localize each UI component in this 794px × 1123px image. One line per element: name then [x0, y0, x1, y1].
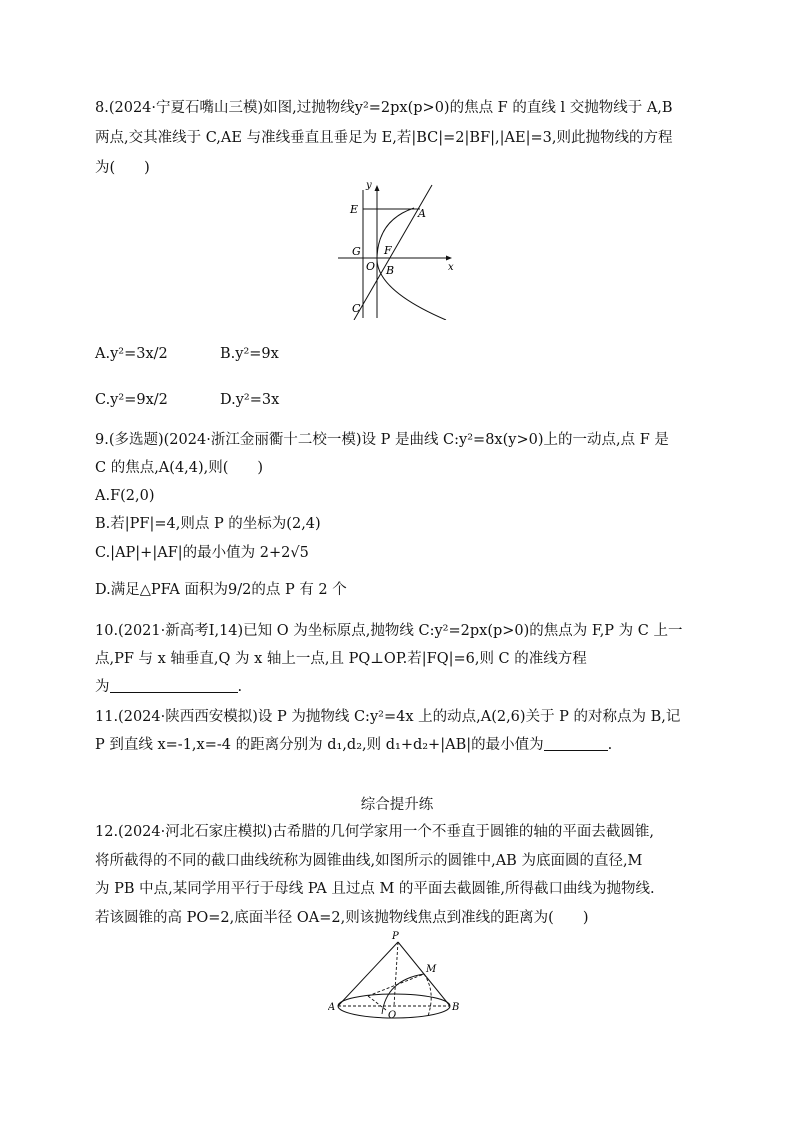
- q10-line3: [95, 677, 242, 697]
- fig12-label-b: B: [452, 1002, 460, 1013]
- q12-line4: 若该圆锥的高 PO=2,底面半径 OA=2,则该抛物线焦点到准线的距离为( ): [95, 910, 589, 926]
- fig12-label-o: O: [388, 1010, 397, 1021]
- fig12-label-p: P: [392, 931, 399, 942]
- fig8-label-f: F: [384, 244, 392, 257]
- q12-line3: 为 PB 中点,某同学用平行于母线 PA 且过点 M 的平面去截圆锥,所得截口曲线为抛物线.: [95, 881, 655, 897]
- q8-line2: 两点,交其准线于 C,AE 与准线垂直且垂足为 E,若|BC|=2|BF|,|AE|=3,则此抛物线的方程: [95, 130, 673, 146]
- q9-option-c: C.|AP|+|AF|的最小值为 2+2√5: [95, 545, 309, 561]
- q8-parabola-figure: [336, 180, 462, 320]
- fig8-label-o: O: [366, 260, 376, 273]
- q11-line1: 11.(2024·陕西西安模拟)设 P 为抛物线 C:y²=4x 上的动点,A(2,6)关于 P 的对称点为 B,记: [95, 709, 681, 725]
- section-title: 综合提升练: [360, 797, 434, 813]
- fig8-label-e: E: [350, 203, 359, 216]
- q10-line3-prefix: 为: [95, 679, 110, 695]
- q8-line1: 8.(2024·宁夏石嘴山三模)如图,过抛物线y²=2px(p>0)的焦点 F 的直线 l 交抛物线于 A,B: [95, 100, 673, 116]
- q9-option-d: D.满足△PFA 面积为9/2的点 P 有 2 个: [95, 582, 347, 598]
- q9-option-a: A.F(2,0): [95, 488, 155, 504]
- fig8-label-x: x: [448, 262, 454, 273]
- q11-line2-text: P 到直线 x=-1,x=-4 的距离分别为 d₁,d₂,则 d₁+d₂+|AB|的最小值为: [95, 737, 544, 753]
- q10-answer-blank[interactable]: [110, 678, 238, 693]
- q8-line3: 为( ): [95, 160, 150, 176]
- q8-option-c: C.y²=9x/2: [95, 392, 168, 408]
- q8-option-a: A.y²=3x/2: [95, 346, 168, 362]
- q10-line3-suffix: .: [237, 679, 243, 695]
- fig8-label-y: y: [366, 180, 372, 191]
- fig12-label-a: A: [328, 1002, 336, 1013]
- q12-line2: 将所截得的不同的截口曲线统称为圆锥曲线,如图所示的圆锥中,AB 为底面圆的直径,M: [95, 853, 643, 869]
- q9-option-b: B.若|PF|=4,则点 P 的坐标为(2,4): [95, 516, 321, 532]
- q11-line2-suffix: .: [607, 737, 613, 753]
- q10-line2: 点,PF 与 x 轴垂直,Q 为 x 轴上一点,且 PQ⊥OP.若|FQ|=6,则 C 的准线方程: [95, 651, 587, 667]
- fig8-label-g: G: [352, 245, 361, 258]
- fig12-label-m: M: [426, 964, 437, 975]
- q12-cone-figure: [328, 930, 468, 1024]
- fig8-label-a: A: [418, 207, 426, 220]
- q11-line2: [95, 735, 612, 755]
- q8-option-d: D.y²=3x: [220, 392, 280, 408]
- fig8-label-b: B: [386, 264, 395, 277]
- q11-answer-blank[interactable]: [544, 736, 608, 751]
- q8-option-b: B.y²=9x: [220, 346, 279, 362]
- q10-line1: 10.(2021·新高考Ⅰ,14)已知 O 为坐标原点,抛物线 C:y²=2px(p>0)的焦点为 F,P 为 C 上一: [95, 623, 683, 639]
- fig8-label-c: C: [352, 302, 361, 315]
- q9-line1: 9.(多选题)(2024·浙江金丽衢十二校一模)设 P 是曲线 C:y²=8x(y>0)上的一动点,点 F 是: [95, 432, 669, 448]
- q9-line2: C 的焦点,A(4,4),则( ): [95, 460, 264, 476]
- q12-line1: 12.(2024·河北石家庄模拟)古希腊的几何学家用一个不垂直于圆锥的轴的平面去截圆锥,: [95, 824, 654, 840]
